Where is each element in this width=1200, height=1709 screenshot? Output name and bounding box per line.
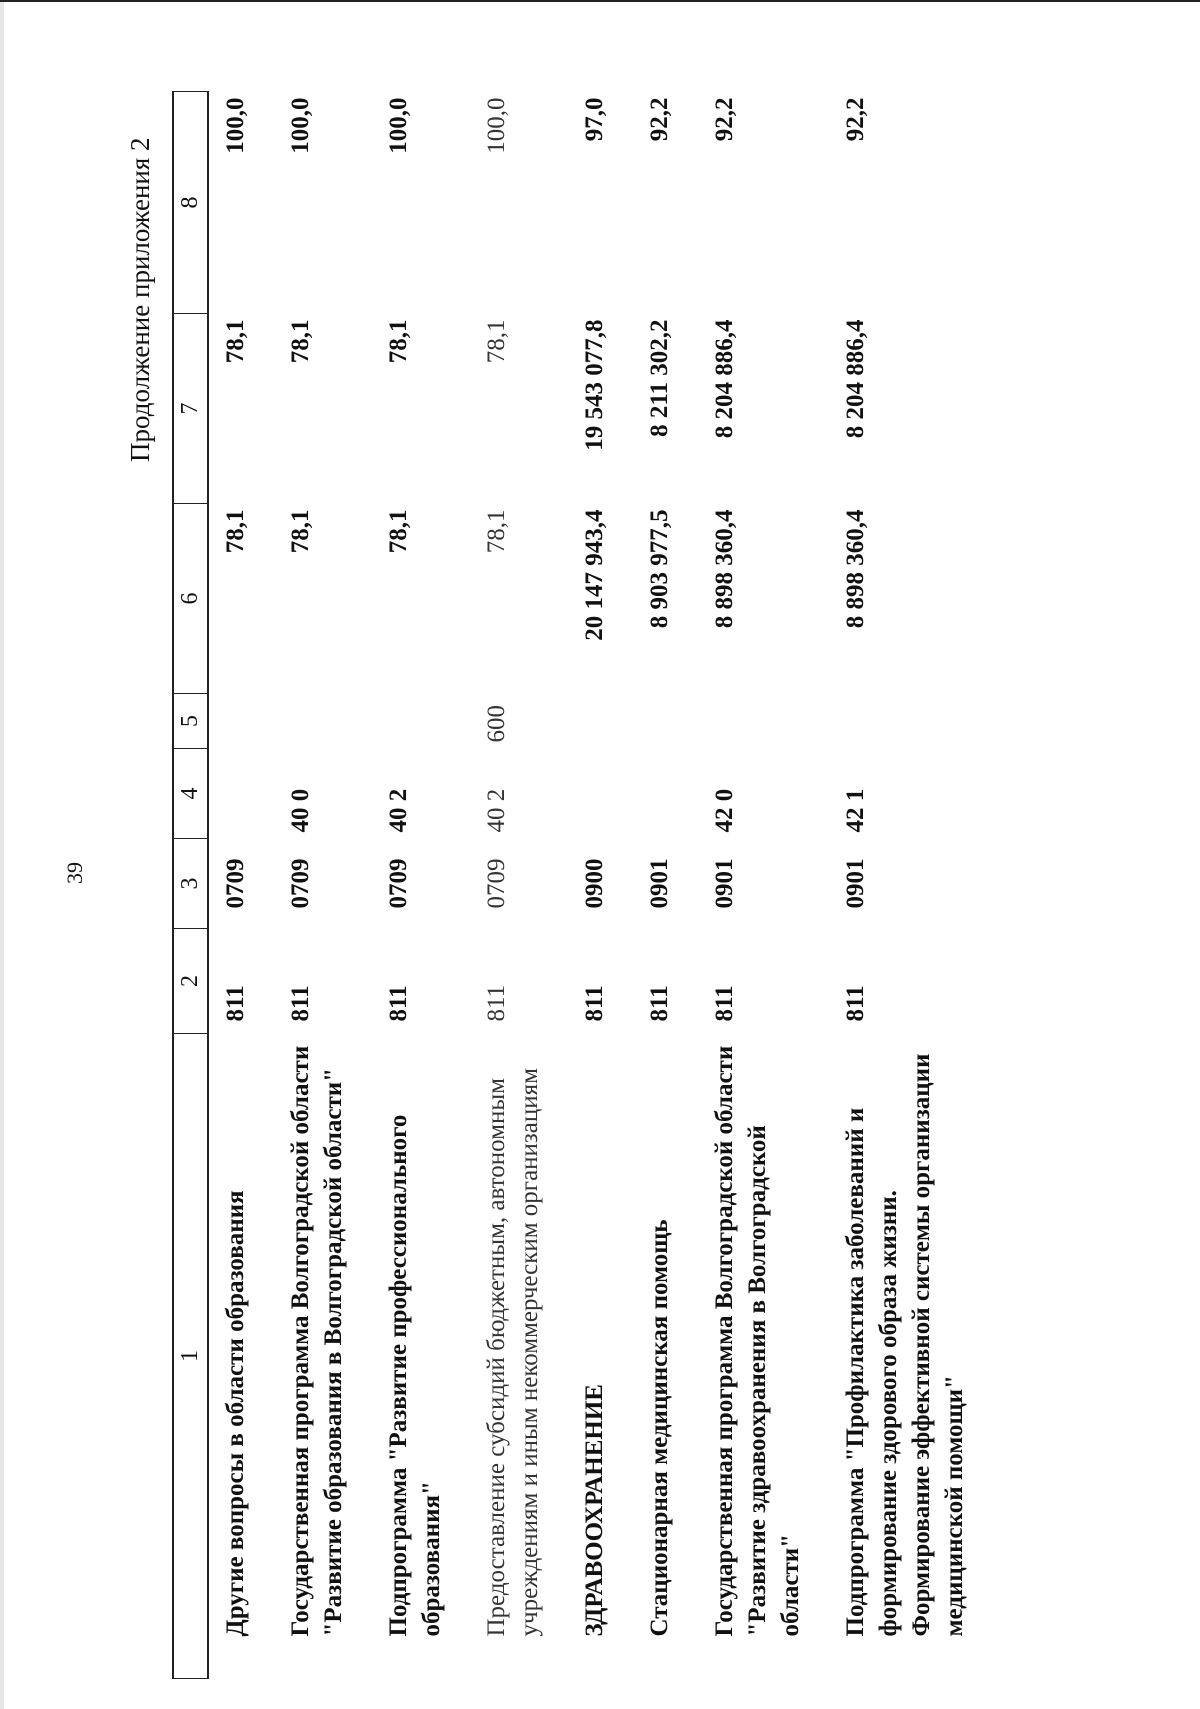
cell-code-2: 811 <box>385 985 412 1022</box>
table-row <box>568 92 633 1679</box>
cell-code-5 <box>568 694 633 749</box>
cell-value-7: 8 204 886,4 <box>711 319 738 439</box>
row-name: Стационарная медицинская помощь <box>646 1219 673 1637</box>
column-header: 2 <box>173 929 208 1034</box>
cell-code-5 <box>208 694 274 749</box>
row-name: Подпрограмма "Профилактика заболеваний и формирование здорового образа жизни. Формирование эффективной системы организации медицинской помощи" <box>842 1053 968 1637</box>
column-header: 1 <box>173 1034 208 1679</box>
cell-code-4: 42 1 <box>842 788 869 833</box>
cell-value-8: 97,0 <box>581 97 608 142</box>
cell-value-7: 78,1 <box>483 319 510 364</box>
cell-code-5 <box>274 694 372 749</box>
table-row <box>372 92 470 1679</box>
cell-code-2: 811 <box>483 984 510 1022</box>
cell-code-5 <box>829 694 993 749</box>
table-header-row <box>173 92 208 1679</box>
column-header: 7 <box>173 314 208 504</box>
cell-value-8: 92,2 <box>646 97 673 142</box>
cell-code-4: 40 0 <box>287 788 314 833</box>
cell-value-7: 19 543 077,8 <box>581 319 608 451</box>
cell-code-2: 811 <box>646 985 673 1022</box>
cell-value-7: 78,1 <box>385 319 412 364</box>
cell-value-7: 8 204 886,4 <box>842 319 869 439</box>
cell-value-6: 8 898 360,4 <box>711 509 738 629</box>
table-row <box>633 92 698 1679</box>
cell-value-6: 78,1 <box>385 509 412 554</box>
table-row <box>274 92 372 1679</box>
cell-value-8: 100,0 <box>385 97 412 154</box>
cell-code-2: 811 <box>581 985 608 1022</box>
cell-value-7: 8 211 302,2 <box>646 319 673 437</box>
cell-value-7: 78,1 <box>222 319 249 364</box>
cell-value-8: 100,0 <box>483 97 510 154</box>
budget-table <box>172 91 993 1679</box>
cell-code-3: 0901 <box>842 858 869 909</box>
column-header: 4 <box>173 749 208 839</box>
cell-code-3: 0901 <box>646 858 673 909</box>
cell-code-4 <box>568 749 633 839</box>
cell-code-3: 0709 <box>385 858 412 909</box>
row-name: Другие вопросы в области образования <box>222 1190 249 1637</box>
cell-code-5: 600 <box>483 705 510 743</box>
cell-value-7: 78,1 <box>287 319 314 364</box>
cell-code-5 <box>633 694 698 749</box>
row-name: Предоставление субсидий бюджетным, автономным учреждениям и иным некоммерческим организациям <box>483 1068 543 1637</box>
column-header: 8 <box>173 92 208 314</box>
cell-code-3: 0901 <box>711 858 738 909</box>
cell-value-8: 100,0 <box>287 97 314 154</box>
cell-value-8: 100,0 <box>222 97 249 154</box>
cell-code-4 <box>633 749 698 839</box>
cell-code-2: 811 <box>287 985 314 1022</box>
cell-code-3: 0709 <box>483 858 510 909</box>
cell-code-4: 40 2 <box>483 788 510 833</box>
row-name: Государственная программа Волгоградской области "Развитие здравоохранения в Волгоградской области" <box>711 1045 804 1637</box>
continuation-label: Продолжение приложения 2 <box>125 137 155 462</box>
table-row <box>829 92 993 1679</box>
cell-value-6: 78,1 <box>287 509 314 554</box>
cell-value-6: 78,1 <box>483 509 510 554</box>
page-number: 39 <box>62 862 87 884</box>
cell-value-6: 78,1 <box>222 509 249 554</box>
cell-code-5 <box>372 694 470 749</box>
cell-code-3: 0709 <box>287 858 314 909</box>
cell-code-4 <box>208 749 274 839</box>
row-name: ЗДРАВООХРАНЕНИЕ <box>581 1384 608 1637</box>
cell-code-2: 811 <box>222 985 249 1022</box>
cell-code-5 <box>698 694 829 749</box>
cell-value-6: 8 898 360,4 <box>842 509 869 629</box>
column-header: 6 <box>173 504 208 694</box>
table-row <box>698 92 829 1679</box>
column-header: 3 <box>173 839 208 929</box>
cell-code-4: 42 0 <box>711 788 738 833</box>
cell-code-2: 811 <box>711 985 738 1022</box>
cell-code-4: 40 2 <box>385 788 412 833</box>
cell-value-8: 92,2 <box>711 97 738 142</box>
cell-value-8: 92,2 <box>842 97 869 142</box>
cell-value-6: 20 147 943,4 <box>581 509 608 641</box>
row-name: Государственная программа Волгоградской области "Развитие образования в Волгоградской области" <box>287 1045 347 1637</box>
cell-code-3: 0900 <box>581 858 608 909</box>
cell-value-6: 8 903 977,5 <box>646 509 673 629</box>
table-row <box>470 92 568 1679</box>
cell-code-2: 811 <box>842 985 869 1022</box>
row-name: Подпрограмма "Развитие профессионального образования" <box>385 1114 445 1637</box>
cell-code-3: 0709 <box>222 858 249 909</box>
table-row <box>208 92 274 1679</box>
column-header: 5 <box>173 694 208 749</box>
